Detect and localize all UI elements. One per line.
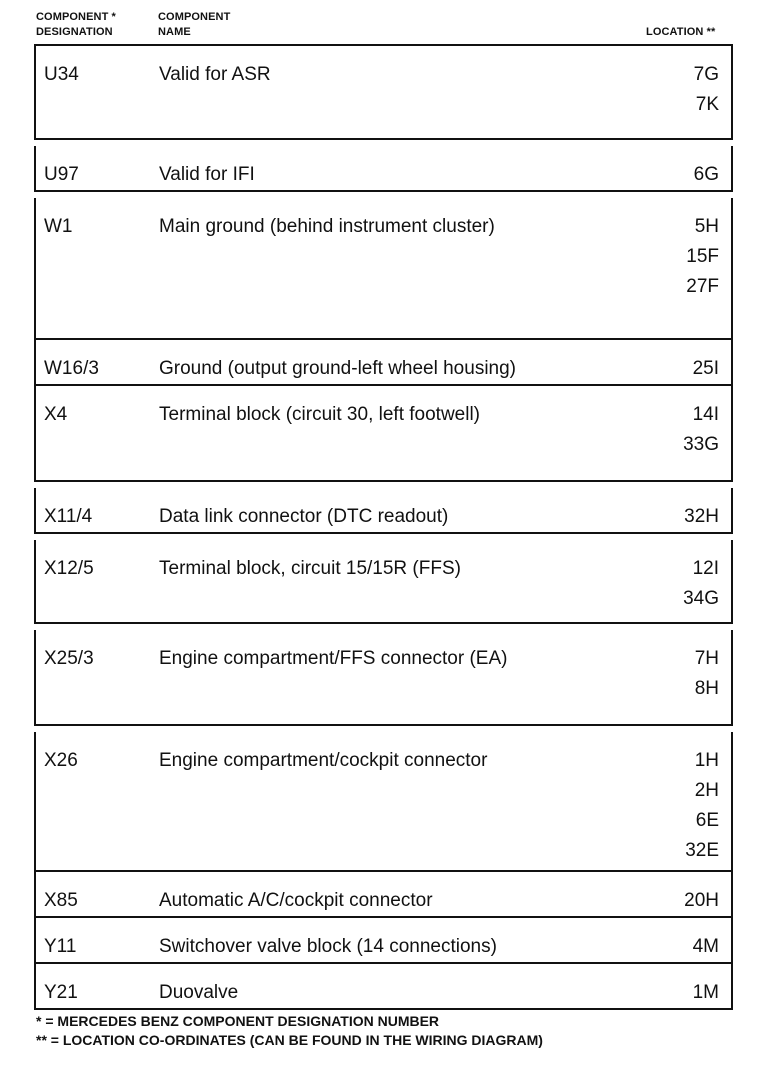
component-designation: Y21	[44, 982, 78, 1003]
component-location	[686, 212, 719, 302]
table-row	[34, 918, 733, 964]
component-name: Data link connector (DTC readout)	[159, 506, 449, 527]
component-location	[695, 644, 719, 704]
component-location	[694, 60, 719, 120]
table-row	[34, 488, 733, 534]
component-name: Duovalve	[159, 982, 239, 1003]
table-row	[34, 540, 733, 624]
header-name	[158, 10, 230, 40]
component-location	[693, 932, 719, 962]
component-designation: Y11	[44, 936, 77, 957]
header-name-line2: NAME	[158, 26, 191, 38]
location-code: 27F	[686, 276, 719, 297]
component-location	[684, 886, 719, 916]
location-code: 34G	[683, 588, 719, 609]
location-code: 7H	[694, 648, 719, 669]
header-designation-line1: COMPONENT *	[36, 11, 116, 23]
location-code: 25I	[692, 358, 719, 379]
table-row	[34, 44, 733, 140]
component-location	[693, 978, 719, 1008]
location-code: 6E	[695, 810, 719, 831]
location-code: 5H	[694, 216, 719, 237]
location-code: 32E	[685, 840, 719, 861]
location-code: 7K	[695, 94, 719, 115]
location-code: 20H	[684, 890, 719, 911]
location-code: 6G	[693, 164, 719, 185]
component-designation: X26	[44, 750, 78, 771]
component-designation: X4	[44, 404, 68, 425]
component-location	[683, 554, 719, 614]
table-row	[34, 198, 733, 340]
header-designation-line2: DESIGNATION	[36, 26, 113, 38]
component-name: Ground (output ground-left wheel housing)	[159, 358, 517, 379]
location-code: 8H	[694, 678, 719, 699]
component-location	[693, 354, 719, 384]
location-code: 7G	[693, 64, 719, 85]
component-name: Engine compartment/FFS connector (EA)	[159, 648, 508, 669]
table-row	[34, 732, 733, 872]
component-name: Main ground (behind instrument cluster)	[159, 216, 495, 237]
component-location	[684, 502, 719, 532]
component-designation: X25/3	[44, 648, 94, 669]
header-location: LOCATION **	[646, 26, 716, 38]
component-name: Terminal block, circuit 15/15R (FFS)	[159, 558, 461, 579]
location-code: 14I	[692, 404, 719, 425]
table-row	[34, 386, 733, 482]
component-name: Automatic A/C/cockpit connector	[159, 890, 433, 911]
component-designation: W1	[44, 216, 73, 237]
component-location	[683, 400, 719, 460]
table-row	[34, 340, 733, 386]
component-name: Engine compartment/cockpit connector	[159, 750, 488, 771]
header-name-line1: COMPONENT	[158, 11, 231, 23]
table-row	[34, 872, 733, 918]
table-row	[34, 146, 733, 192]
component-name: Valid for IFI	[159, 164, 255, 185]
location-code: 4M	[692, 936, 719, 957]
table-row	[34, 630, 733, 726]
component-designation: X12/5	[44, 558, 94, 579]
header-designation	[36, 10, 116, 40]
component-designation: W16/3	[44, 358, 99, 379]
location-code: 33G	[683, 434, 719, 455]
location-code: 32H	[684, 506, 719, 527]
component-location	[694, 160, 719, 190]
component-designation: U34	[44, 64, 79, 85]
table-row	[34, 964, 733, 1010]
component-designation: X11/4	[44, 506, 93, 527]
location-code: 15F	[686, 246, 719, 267]
component-designation: U97	[44, 164, 79, 185]
component-location	[685, 746, 719, 866]
location-code: 1H	[694, 750, 719, 771]
location-code: 1M	[692, 982, 719, 1003]
component-name: Terminal block (circuit 30, left footwell)	[159, 404, 480, 425]
component-name: Switchover valve block (14 connections)	[159, 936, 497, 957]
component-name: Valid for ASR	[159, 64, 271, 85]
location-code: 12I	[692, 558, 719, 579]
footnote-location: ** = LOCATION CO-ORDINATES (CAN BE FOUND IN THE WIRING DIAGRAM)	[36, 1032, 543, 1048]
component-designation: X85	[44, 890, 78, 911]
footnote-designation: * = MERCEDES BENZ COMPONENT DESIGNATION NUMBER	[36, 1013, 440, 1029]
component-table	[34, 44, 733, 1010]
location-code: 2H	[694, 780, 719, 801]
